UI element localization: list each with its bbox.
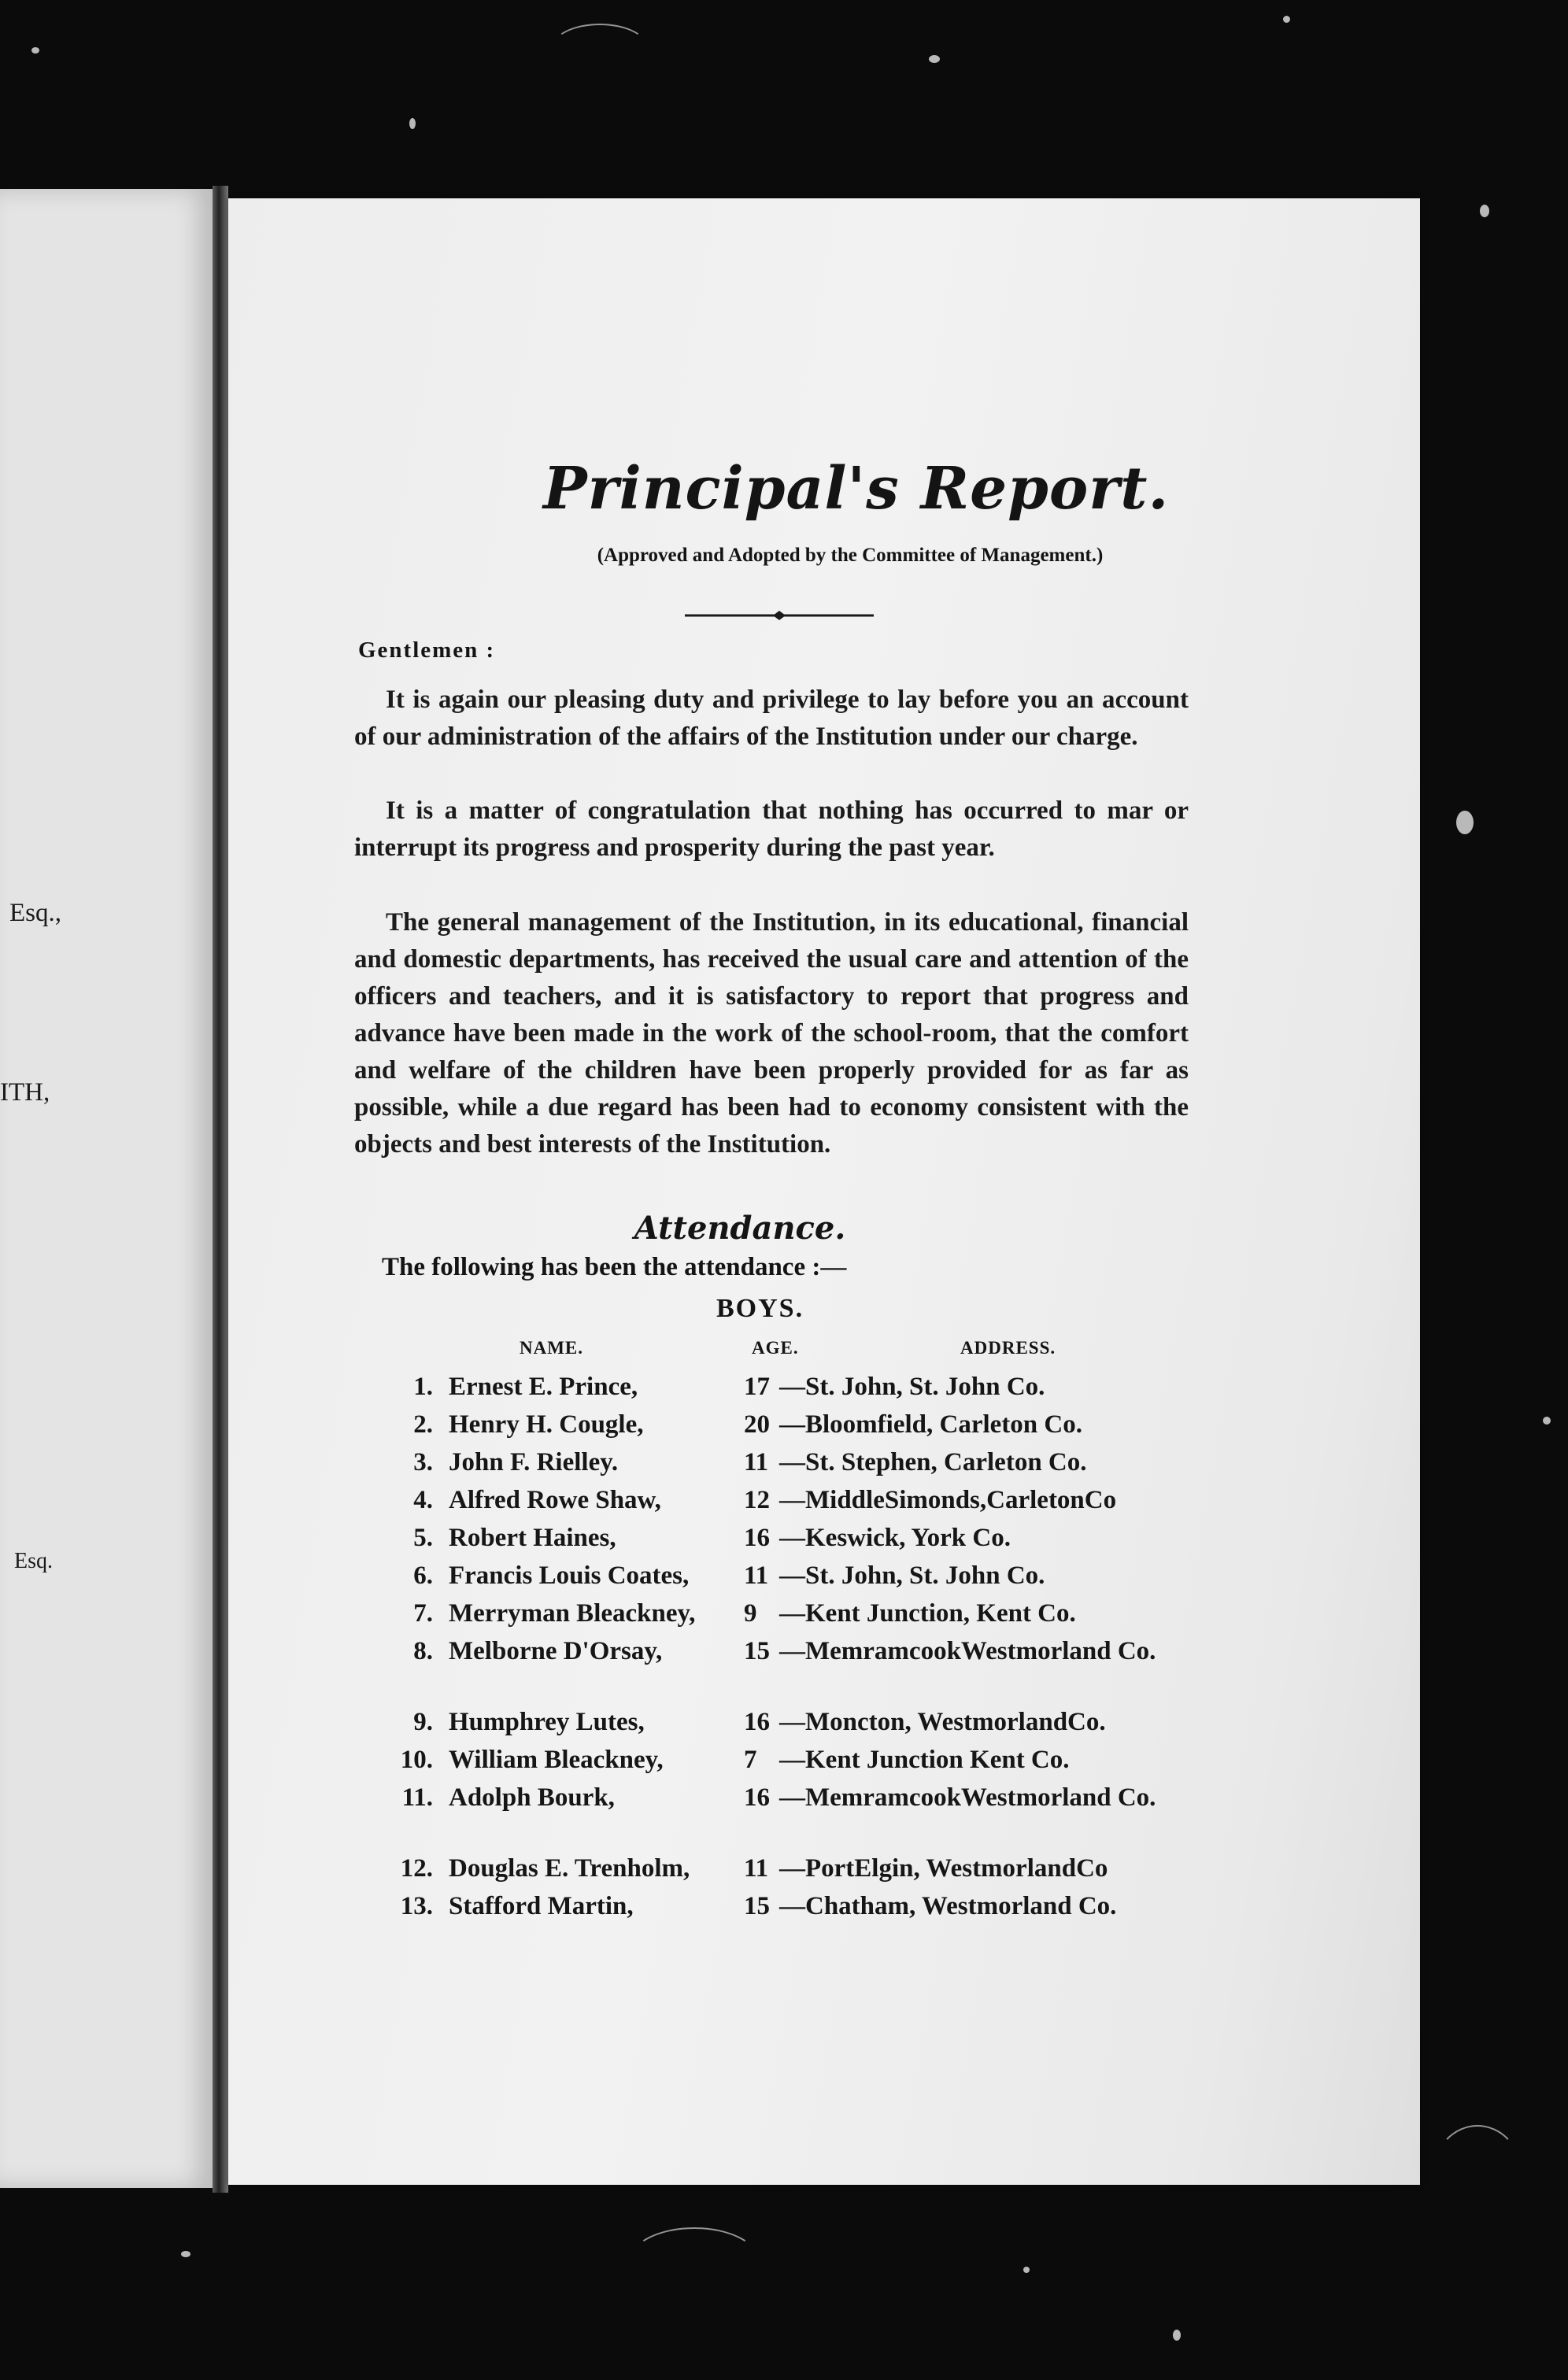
row-number: 8. bbox=[413, 1637, 433, 1665]
student-name: Stafford Martin, bbox=[449, 1892, 634, 1920]
student-age: 16 bbox=[744, 1524, 770, 1552]
student-name: Humphrey Lutes, bbox=[449, 1708, 645, 1736]
body-paragraph bbox=[354, 682, 1189, 756]
dust-fiber bbox=[1433, 2125, 1522, 2223]
student-name: Henry H. Cougle, bbox=[449, 1410, 644, 1439]
student-age: 17 bbox=[744, 1373, 770, 1401]
paragraph-text: It is again our pleasing duty and privilege to lay before you an account of our administration of the affairs of the Institution under our charge. bbox=[354, 686, 1189, 751]
row-number: 4. bbox=[413, 1486, 433, 1514]
paragraph-text: It is a matter of congratulation that nothing has occurred to mar or interrupt its progress and prosperity during the past year. bbox=[354, 796, 1189, 862]
dust-speck bbox=[409, 118, 416, 129]
document-page bbox=[228, 198, 1420, 2185]
row-number: 10. bbox=[400, 1746, 433, 1774]
left-page-text: Esq., bbox=[9, 899, 61, 927]
row-number: 13. bbox=[400, 1892, 433, 1920]
student-age: 11 bbox=[744, 1561, 769, 1590]
student-address: —St. John, St. John Co. bbox=[779, 1373, 1045, 1401]
column-header-address: ADDRESS. bbox=[960, 1338, 1056, 1358]
section-heading: Attendance. bbox=[634, 1210, 846, 1247]
student-age: 15 bbox=[744, 1892, 770, 1920]
student-name: Ernest E. Prince, bbox=[449, 1373, 638, 1401]
student-age: 11 bbox=[744, 1854, 769, 1883]
student-name: Adolph Bourk, bbox=[449, 1783, 615, 1812]
body-paragraph bbox=[354, 904, 1189, 1163]
left-page-text: ITH, bbox=[0, 1078, 50, 1107]
dust-speck bbox=[31, 47, 39, 54]
dust-speck bbox=[1173, 2330, 1181, 2341]
row-number: 7. bbox=[413, 1599, 433, 1628]
student-address: —MiddleSimonds,CarletonCo bbox=[779, 1486, 1117, 1514]
student-address: —MemramcookWestmorland Co. bbox=[779, 1637, 1156, 1665]
student-name: Douglas E. Trenholm, bbox=[449, 1854, 690, 1883]
page-title: Principal's Report. bbox=[543, 455, 1170, 523]
student-age: 11 bbox=[744, 1448, 769, 1476]
dust-speck bbox=[1456, 811, 1474, 834]
student-address: —MemramcookWestmorland Co. bbox=[779, 1783, 1156, 1812]
dust-speck bbox=[929, 55, 940, 63]
row-number: 12. bbox=[400, 1854, 433, 1883]
student-address: —PortElgin, WestmorlandCo bbox=[779, 1854, 1108, 1883]
student-age: 16 bbox=[744, 1708, 770, 1736]
student-address: —Moncton, WestmorlandCo. bbox=[779, 1708, 1106, 1736]
row-number: 2. bbox=[413, 1410, 433, 1439]
student-name: William Bleackney, bbox=[449, 1746, 664, 1774]
student-age: 9 bbox=[744, 1599, 757, 1628]
student-name: Robert Haines, bbox=[449, 1524, 616, 1552]
dust-speck bbox=[1283, 16, 1290, 23]
ornament-divider bbox=[685, 608, 874, 623]
book-gutter bbox=[213, 186, 228, 2193]
student-age: 20 bbox=[744, 1410, 770, 1439]
row-number: 5. bbox=[413, 1524, 433, 1552]
row-number: 1. bbox=[413, 1373, 433, 1401]
student-address: —Kent Junction Kent Co. bbox=[779, 1746, 1070, 1774]
student-name: Alfred Rowe Shaw, bbox=[449, 1486, 661, 1514]
dust-speck bbox=[1023, 2267, 1030, 2273]
student-age: 7 bbox=[744, 1746, 757, 1774]
student-name: Francis Louis Coates, bbox=[449, 1561, 690, 1590]
student-address: —Keswick, York Co. bbox=[779, 1524, 1011, 1552]
student-address: —St. John, St. John Co. bbox=[779, 1561, 1045, 1590]
dust-speck bbox=[1543, 1417, 1551, 1425]
row-number: 11. bbox=[401, 1783, 433, 1812]
salutation: Gentlemen : bbox=[358, 638, 496, 663]
student-age: 15 bbox=[744, 1637, 770, 1665]
student-address: —St. Stephen, Carleton Co. bbox=[779, 1448, 1087, 1476]
body-paragraph bbox=[354, 793, 1189, 867]
student-name: John F. Rielley. bbox=[449, 1448, 619, 1476]
left-page-text: Esq. bbox=[14, 1549, 53, 1573]
dust-fiber bbox=[630, 2227, 759, 2293]
column-header-name: NAME. bbox=[520, 1338, 584, 1358]
row-number: 9. bbox=[413, 1708, 433, 1736]
student-address: —Chatham, Westmorland Co. bbox=[779, 1892, 1117, 1920]
attendance-intro: The following has been the attendance :— bbox=[382, 1253, 847, 1281]
dust-speck bbox=[181, 2251, 190, 2257]
dust-speck bbox=[1480, 205, 1489, 217]
paragraph-text: The general management of the Institution, in its educational, financial and domestic departments, has received the usual care and attention of the officers and teachers, and it is satisfactory to report that progress and advance have been made in the work of the school-room, that the comfort and welfare of the children have been properly provided for as far as possible, while a due regard has been had to economy consistent with the objects and best interests of the Institution. bbox=[354, 908, 1189, 1159]
left-page-fragment bbox=[0, 189, 213, 2188]
column-header-age: AGE. bbox=[752, 1338, 799, 1358]
row-number: 3. bbox=[413, 1448, 433, 1476]
row-number: 6. bbox=[413, 1561, 433, 1590]
student-name: Merryman Bleackney, bbox=[449, 1599, 696, 1628]
student-age: 12 bbox=[744, 1486, 770, 1514]
student-address: —Bloomfield, Carleton Co. bbox=[779, 1410, 1082, 1439]
student-address: —Kent Junction, Kent Co. bbox=[779, 1599, 1076, 1628]
page-subtitle: (Approved and Adopted by the Committee of Management.) bbox=[597, 545, 1104, 566]
student-name: Melborne D'Orsay, bbox=[449, 1637, 663, 1665]
table-group-title: BOYS. bbox=[716, 1294, 804, 1323]
student-age: 16 bbox=[744, 1783, 770, 1812]
dust-fiber bbox=[551, 24, 649, 74]
